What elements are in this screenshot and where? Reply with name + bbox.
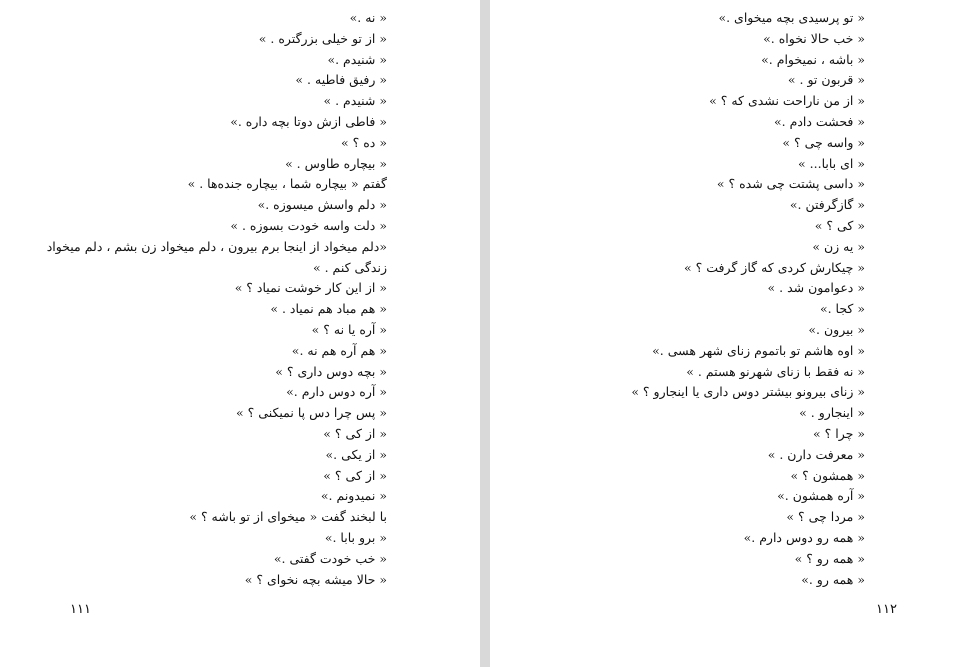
text-line: « رفیق فاطیه . »	[295, 72, 387, 88]
text-line: « نه .»	[349, 10, 387, 25]
text-line: « چرا ؟ »	[813, 425, 865, 441]
text-line: « زنای بیرونو بیشتر دوس داری یا اینجارو ؟ »	[631, 384, 865, 400]
text-line: با لبخند گفت « میخوای از تو باشه ؟ »	[189, 509, 387, 525]
text-line: « آره یا نه ؟ »	[311, 321, 387, 337]
text-line: « کجا .»	[819, 301, 865, 317]
text-line: « پس چرا دس پا نمیکنی ؟ »	[236, 405, 387, 421]
text-line: « نمیدونم .»	[320, 488, 387, 504]
text-line: « خب خودت گفتی .»	[273, 550, 387, 566]
text-line: « گازگرفتن .»	[789, 197, 865, 213]
text-line: « بچه دوس داری ؟ »	[275, 363, 387, 379]
text-line: « دعوامون شد . »	[767, 280, 865, 296]
text-line: « از من ناراحت نشدی که ؟ »	[709, 93, 865, 109]
text-line: « از تو خیلی بزرگتره . »	[258, 30, 387, 46]
text-line: « تو پرسیدی بچه میخوای .»	[718, 10, 865, 25]
text-line: « یه زن »	[812, 238, 865, 254]
page-number-right: ۱۱۲	[876, 602, 897, 617]
text-line: « داسی پشتت چی شده ؟ »	[716, 176, 865, 192]
text-line: « از کی ؟ »	[323, 425, 387, 441]
text-line: « خب حالا نخواه .»	[763, 30, 865, 46]
text-line: « شنیدم .»	[327, 51, 387, 67]
text-line: « از کی ؟ »	[323, 467, 387, 483]
text-line: «دلم میخواد از اینجا برم بیرون ، دلم میخواد زن بشم ، دلم میخواد	[46, 238, 387, 254]
text-line: « چیکارش کردی که گاز گرفت ؟ »	[684, 259, 865, 275]
text-line: « حالا میشه بچه نخوای ؟ »	[244, 571, 387, 587]
text-line: گفتم « بیچاره شما ، بیچاره جنده‌ها . »	[187, 176, 387, 192]
text-line: « بیرون .»	[808, 321, 865, 337]
text-line: « کی ؟ »	[814, 217, 865, 233]
text-line: « معرفت دارن . »	[767, 446, 865, 462]
text-line: « از یکی .»	[325, 446, 387, 462]
right-page	[490, 0, 957, 667]
text-line: « همه رو .»	[801, 571, 865, 587]
text-line: « همشون ؟ »	[790, 467, 865, 483]
text-line: « برو بابا .»	[324, 529, 387, 545]
text-line: « آره همشون .»	[777, 488, 865, 504]
text-line: « مردا چی ؟ »	[786, 509, 865, 525]
text-line: « دلت واسه خودت بسوزه . »	[230, 217, 387, 233]
text-line: « دلم واسش میسوزه .»	[257, 197, 387, 213]
book-gutter	[480, 0, 490, 667]
text-line: « قربون تو . »	[787, 72, 865, 88]
text-line: « بیچاره طاوس . »	[285, 155, 387, 171]
right-page-text	[505, 8, 865, 590]
text-line: « همه رو ؟ »	[794, 550, 865, 566]
text-line: « فاطی ازش دوتا بچه داره .»	[230, 113, 387, 129]
left-page-text	[7, 8, 387, 590]
text-line: « ای بابا... »	[798, 155, 865, 171]
text-line: « نه فقط با زنای شهرنو هستم . »	[686, 363, 865, 379]
text-line: « واسه چی ؟ »	[782, 134, 865, 150]
text-line: « آره دوس دارم .»	[286, 384, 387, 400]
text-line: « از این کار خوشت نمیاد ؟ »	[234, 280, 387, 296]
text-line: « ده ؟ »	[341, 134, 387, 150]
text-line: « هم آره هم نه .»	[291, 342, 387, 358]
text-line: « اینجارو . »	[799, 405, 865, 421]
text-line: « اوه هاشم تو باتموم زنای شهر هسی .»	[652, 342, 865, 358]
text-line: « همه رو دوس دارم .»	[743, 529, 865, 545]
text-line: « شنیدم . »	[323, 93, 387, 109]
text-line: « باشه ، نمیخوام .»	[761, 51, 865, 67]
page-number-left: ۱۱۱	[70, 602, 91, 617]
text-line: « هم مباد هم نمیاد . »	[270, 301, 387, 317]
text-line: « فحشت دادم .»	[773, 113, 865, 129]
text-line: زندگی کنم . »	[312, 259, 387, 275]
